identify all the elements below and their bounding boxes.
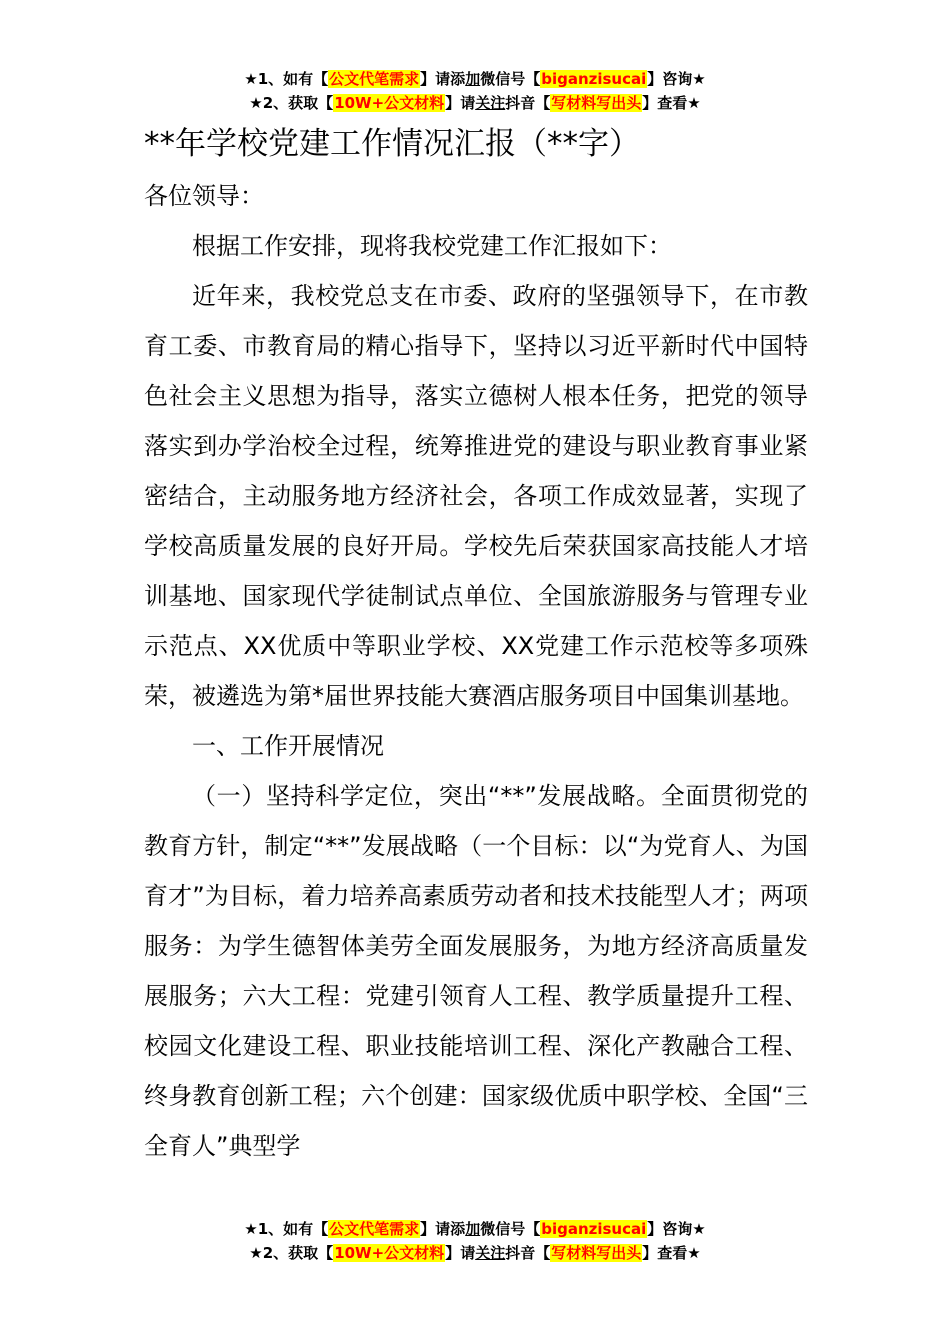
highlight-douyin-account: 写材料写出头 [551,1244,642,1262]
document-title: **年学校党建工作情况汇报（**字） [144,126,640,162]
paragraph: 根据工作安排，现将我校党建工作汇报如下： [192,232,672,260]
promo-line-1: ★1、如有【公文代笔需求】请添加微信号【biganzisucai】咨询★ [244,70,706,88]
promo-line-1: ★1、如有【公文代笔需求】请添加微信号【biganzisucai】咨询★ [244,1220,706,1238]
highlight-wechat-id: biganzisucai [541,1220,647,1238]
document-body [144,171,808,1171]
paragraph: （一）坚持科学定位，突出“**”发展战略。全面贯彻党的教育方针，制定“**”发展战略（一个目标：以“为党育人、为国育才”为目标，着力培养高素质劳动者和技术技能型人才；两项服务：为学生德智体美劳全面发展服务，为地方经济高质量发展服务；六大工程：党建引领育人工程、教学质量提升工程、校园文化建设工程、职业技能培训工程、深化产教融合工程、终身教育创新工程；六个创建：国家级优质中职学校、全国“三全育人”典型学 [144,782,808,1160]
promo-banner-bottom [0,1217,950,1265]
promo-banner-top [0,67,950,115]
salutation: 各位领导： [144,182,264,210]
highlight-materials: 10W+公文材料 [334,1244,445,1262]
promo-line-2: ★2、获取【10W+公文材料】请关注抖音【写材料写出头】查看★ [249,1244,701,1262]
highlight-service: 公文代笔需求 [329,70,420,88]
promo-line-2: ★2、获取【10W+公文材料】请关注抖音【写材料写出头】查看★ [249,94,701,112]
section-heading: 一、工作开展情况 [192,732,384,760]
highlight-materials: 10W+公文材料 [334,94,445,112]
highlight-service: 公文代笔需求 [329,1220,420,1238]
highlight-wechat-id: biganzisucai [541,70,647,88]
highlight-douyin-account: 写材料写出头 [551,94,642,112]
paragraph: 近年来，我校党总支在市委、政府的坚强领导下，在市教育工委、市教育局的精心指导下，坚持以习近平新时代中国特色社会主义思想为指导，落实立德树人根本任务，把党的领导落实到办学治校全过程，统筹推进党的建设与职业教育事业紧密结合，主动服务地方经济社会，各项工作成效显著，实现了学校高质量发展的良好开局。学校先后荣获国家高技能人才培训基地、国家现代学徒制试点单位、全国旅游服务与管理专业示范点、XX优质中等职业学校、XX党建工作示范校等多项殊荣，被遴选为第*届世界技能大赛酒店服务项目中国集训基地。 [144,282,808,710]
